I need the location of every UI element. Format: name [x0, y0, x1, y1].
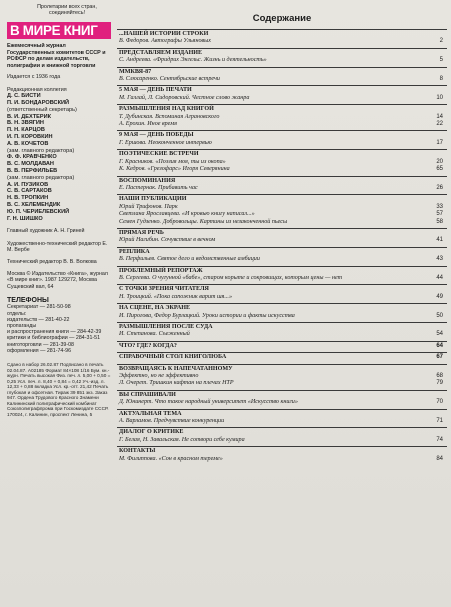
board-member: Ф. Ф. КРАВЧЕНКО — [7, 154, 57, 161]
board-member: А. В. КОЧЕТОВ — [7, 140, 49, 147]
contents-item — [119, 313, 447, 320]
section-heading-text: ММКВЯ-87 — [119, 68, 152, 75]
board-member: В. С. МОЛДАВАН — [7, 161, 54, 168]
section-heading-text: НА СЦЕНЕ, НА ЭКРАНЕ — [119, 305, 191, 312]
article-title: Семен Гудзенко. Добровольцы. Картины из незаконченной пьесы — [119, 218, 288, 225]
article-title: А. Варламов. Предчувствие конкуренции — [119, 418, 225, 425]
page-number: 41 — [436, 237, 443, 244]
board-member-role: (ответственный секретарь) — [7, 106, 77, 113]
article-title: Г. Ершова. Неоконченное интервью — [119, 139, 212, 146]
art-tech-editor: Художественно-технический редактор Е. М. Вербе — [7, 240, 108, 253]
since-year: Издается с 1936 года — [7, 74, 61, 81]
page-number: 79 — [436, 380, 443, 387]
page-number: 67 — [436, 354, 443, 361]
section-heading — [119, 151, 447, 158]
section-heading-text: РЕПЛИКА — [119, 248, 150, 255]
article-title: Юрий Нагибин. Сочувствие в вечном — [119, 237, 216, 244]
page-number: 65 — [436, 166, 443, 173]
phone-line: оформления — 281-74-96 — [7, 347, 72, 354]
contents-section — [117, 247, 447, 266]
contents-item — [119, 140, 447, 147]
contents-item — [119, 219, 447, 226]
section-heading-text: ВОЗВРАЩАЯСЬ К НАПЕЧАТАННОМУ — [119, 365, 233, 372]
article-title: М. Галлай, Л. Сидоровский. Честное слово жанра — [119, 94, 250, 101]
page-number: 44 — [436, 274, 443, 281]
phone-line: критики и библиографии — 284-31-51 — [7, 335, 101, 342]
board-member: Д. С. БИСТИ — [7, 93, 41, 100]
board-member: П. Н. КАРЦОВ — [7, 127, 45, 134]
contents-item — [119, 38, 447, 45]
contents-section — [117, 194, 447, 228]
contents-section — [117, 266, 447, 285]
page-number: 43 — [436, 256, 443, 263]
contents-section — [117, 29, 447, 48]
page-number: 20 — [436, 158, 443, 165]
section-heading-text: 5 МАЯ — ДЕНЬ ПЕЧАТИ — [119, 87, 192, 94]
magazine-description: Ежемесячный журнал Государственных комитетов СССР и РСФСР по делам издательств, полиграфии и книжной торговли — [7, 43, 106, 69]
contents-section — [117, 149, 447, 175]
section-heading-text: ПРЯМАЯ РЕЧЬ — [119, 229, 164, 236]
page-number: 5 — [439, 57, 443, 64]
publisher-address: Москва © Издательство «Книга», журнал «В мире книг». 1987 129272, Москва Сущевский вал, 64 — [7, 271, 108, 290]
section-heading — [119, 268, 447, 275]
contents-item — [119, 159, 447, 166]
board-member: В. Н. ЗВЯГИН — [7, 120, 44, 127]
contents-item — [119, 204, 447, 211]
page-number: 74 — [436, 436, 443, 443]
contents-item — [119, 95, 447, 102]
page-number: 14 — [436, 113, 443, 120]
contents-section — [117, 85, 447, 104]
board-member: И. П. КОРОВКИН — [7, 134, 53, 140]
phone-line: издательств — 281-40-22 — [7, 316, 70, 323]
contents-title: Содержание — [252, 13, 312, 24]
contents-section — [117, 67, 447, 86]
board-member-role: (зам. главного редактора) — [7, 147, 75, 154]
contents-item — [119, 456, 447, 463]
article-title: В. Перфильев. Святое дело и ведомственные амбиции — [119, 256, 260, 263]
contents-section — [117, 390, 447, 409]
contents-item — [119, 114, 447, 121]
board-member: Н. В. ТРОПКИН — [7, 195, 49, 202]
board-member: С. В. САРТАКОВ — [7, 188, 52, 195]
contents-section — [117, 104, 447, 130]
section-heading — [119, 448, 447, 455]
section-heading-text: ПРОБЛЕМНЫЙ РЕПОРТАЖ — [119, 267, 203, 274]
section-heading-text: 9 МАЯ — ДЕНЬ ПОБЕДЫ — [119, 132, 194, 139]
contents-section — [117, 322, 447, 341]
page-number: 26 — [436, 184, 443, 191]
contents-item — [119, 237, 447, 244]
phone-line: и распространения книги — 284-42-39 — [7, 329, 102, 336]
page-number: 22 — [436, 121, 443, 128]
article-title: Эффектно, но не эффективно — [119, 373, 199, 380]
board-member: П. И. БОНДАРОВСКИЙ — [7, 100, 70, 107]
article-title: Т. Дубинская. Вспоминая Аграновского — [119, 113, 220, 120]
phone-line: пропаганды — [7, 322, 37, 329]
section-heading-text: КОНТАКТЫ — [119, 448, 156, 455]
tech-editor: Технический редактор В. В. Волкова — [7, 258, 97, 265]
article-title: М. Филиппова. «Сон в красном тереме» — [119, 455, 223, 462]
article-title: Д. Юнинерт. Что такое народный университет «Искусство книги» — [119, 399, 298, 406]
section-heading — [119, 366, 447, 373]
contents-section — [117, 409, 447, 428]
section-heading — [119, 178, 447, 185]
contents-item — [119, 418, 447, 425]
section-heading — [119, 343, 447, 350]
contents-item — [119, 399, 447, 406]
editorial-board — [7, 93, 113, 222]
section-heading — [119, 286, 447, 293]
contents-item — [119, 380, 447, 387]
article-title: Н. Троицкий. «Пока сапожник варит шя...» — [119, 293, 232, 300]
board-member: Ю. П. ЧЕРИЕЛЕВСКИЙ — [7, 208, 70, 215]
phone-line: Секретариат — 281-50-98 — [7, 304, 71, 311]
chief-artist: Главный художник А. Н. Гриней — [7, 228, 85, 235]
magazine-logo: В МИРЕ КНИГ — [7, 22, 111, 39]
page-number: 71 — [436, 418, 443, 425]
page-number: 57 — [436, 211, 443, 218]
section-heading-text: ПРЕДСТАВЛЯЕМ ИЗДАНИЕ — [119, 49, 203, 56]
section-heading — [119, 69, 447, 76]
phones-title: ТЕЛЕФОНЫ — [7, 296, 49, 304]
section-heading — [119, 354, 447, 361]
board-label: Редакционная коллегия — [7, 86, 67, 93]
article-title: И. Пирогова, Федор Бурлацкий. Уроки истории и факты искусства — [119, 312, 295, 319]
phone-line: отделы: — [7, 310, 27, 317]
article-title: Л. Очерет. Тришкин кафтан на плечах НТР — [119, 380, 234, 387]
page-number: 54 — [436, 331, 443, 338]
article-title: Г. Белая, Н. Завальская. Не сотвори себе кумира — [119, 436, 245, 443]
motto: Пролетарии всех стран, соединяйтесь! — [37, 4, 97, 17]
masthead-column — [7, 4, 113, 417]
contents-list — [117, 29, 447, 465]
contents-section — [117, 341, 447, 352]
page-number: 68 — [436, 373, 443, 380]
page-number: 70 — [436, 399, 443, 406]
article-title: С. Андреева. «Фридрих Энгельс. Жизнь и деятельность» — [119, 57, 267, 64]
section-heading — [119, 132, 447, 139]
article-title: Юрий Трифонов. Парк — [119, 203, 178, 210]
contents-item — [119, 294, 447, 301]
page-number: 49 — [436, 293, 443, 300]
page-number: 84 — [436, 455, 443, 462]
contents-item — [119, 437, 447, 444]
section-heading-text: СПРАВОЧНЫЙ СТОЛ КНИГОЛЮБА — [119, 354, 227, 361]
contents-item — [119, 57, 447, 64]
contents-item — [119, 211, 447, 218]
section-heading — [119, 429, 447, 436]
contents-section — [117, 176, 447, 195]
board-member-role: (зам. главного редактора) — [7, 174, 75, 181]
phone-line: книготорговли — 281-39-08 — [7, 341, 74, 348]
contents-section — [117, 427, 447, 446]
section-heading-text: С ТОЧКИ ЗРЕНИЯ ЧИТАТЕЛЯ — [119, 286, 209, 293]
contents-section — [117, 364, 447, 390]
article-title: Г. Красников. «Поэзия моя, ты из окопа» — [119, 158, 226, 165]
page-number: 2 — [439, 38, 443, 45]
board-member: В. И. ДЕХТЕРИК — [7, 113, 52, 120]
section-heading-text: ...НАШЕЙ ИСТОРИИ СТРОКИ — [119, 31, 209, 37]
contents-item — [119, 121, 447, 128]
imprint-details: Сдано в набор 26.02.87 Подписано в печать 02.04.87. А02185 Формат 84×108 1/16 Бум. кн.-журн. Печать высокая Физ. печ. л. 5,00 + 0,50 = 0,25 Усл. печ. л. 8,40 + 0,84 = 0,42 Уч.-изд. л. 12,33 + 0,88 вкладка Усл. кр.-отт. 21,42 Печать глубокая и офсетная. Тираж 39 851 экз. Заказ 947. Ордена Трудового Красного Знамени Калининский полиграфический комбинат Союзполиграфпрома при Госкомиздате СССР. 170024, г. Калинин, проспект Ленина, 5 — [7, 362, 111, 417]
contents-item — [119, 256, 447, 263]
board-member: В. С. ХЕЛЕМЕНДИК — [7, 201, 61, 208]
page-number: 58 — [436, 218, 443, 225]
section-heading-text: ЧТО? ГДЕ? КОГДА? — [119, 342, 177, 349]
contents-item — [119, 166, 447, 173]
contents-section — [117, 130, 447, 149]
board-member: А. И. ПУЗИКОВ — [7, 181, 49, 188]
phones-list — [7, 304, 113, 354]
article-title: Е. Пастернак. Прибавить час — [119, 184, 198, 191]
page-number: 17 — [436, 139, 443, 146]
section-heading-text: ПОЭТИЧЕСКИЕ ВСТРЕЧИ — [119, 151, 199, 158]
article-title: В. Слюсаренко. Сентябрьские встречи — [119, 76, 220, 83]
section-heading — [119, 196, 447, 203]
contents-section — [117, 48, 447, 67]
page-number: 50 — [436, 312, 443, 319]
article-title: К. Кедров. «Грезофарс» Игоря Северянина — [119, 166, 230, 173]
page-number: 64 — [436, 342, 443, 349]
board-member: В. В. ПЕРФИЛЬЕВ — [7, 167, 58, 174]
article-title: В. Федоров. Автографы Ульяновых — [119, 38, 212, 45]
contents-section — [117, 446, 447, 465]
contents-section — [117, 303, 447, 322]
article-title: В. Сергеева. О чугунной «бабе», старом корыте и сокровищах, которым цены — нет — [119, 274, 343, 281]
section-heading-text: ДИАЛОГ О КРИТИКЕ — [119, 429, 184, 436]
section-heading-text: РАЗМЫШЛЕНИЯ ПОСЛЕ СУДА — [119, 324, 213, 330]
section-heading-text: НАШИ ПУБЛИКАЦИИ — [119, 196, 187, 203]
contents-item — [119, 76, 447, 83]
contents-item — [119, 331, 447, 338]
section-heading — [119, 106, 447, 113]
page-number: 8 — [439, 76, 443, 83]
page-number: 10 — [436, 94, 443, 101]
board-member: Г. Н. ШИШКО — [7, 215, 43, 222]
article-title: Светлана Ярославцева. «И кровью книгу написал...» — [119, 211, 255, 218]
page-number: 33 — [436, 203, 443, 210]
article-title: И. Степанова. Съеженный — [119, 331, 190, 338]
section-heading-text: ВОСПОМИНАНИЯ — [119, 177, 176, 184]
contents-item — [119, 185, 447, 192]
section-heading — [119, 411, 447, 418]
article-title: А. Ерохин. Иное время — [119, 121, 177, 128]
contents-section — [117, 352, 447, 363]
section-heading-text: РАЗМЫШЛЕНИЯ НАД КНИГОЙ — [119, 106, 214, 113]
section-heading — [119, 87, 447, 94]
section-heading-text: ВЫ СПРАШИВАЛИ — [119, 391, 176, 398]
contents-item — [119, 275, 447, 282]
section-heading — [119, 305, 447, 312]
contents-section — [117, 284, 447, 303]
contents-column — [117, 13, 447, 465]
section-heading-text: АКТУАЛЬНАЯ ТЕМА — [119, 410, 182, 417]
contents-section — [117, 228, 447, 247]
